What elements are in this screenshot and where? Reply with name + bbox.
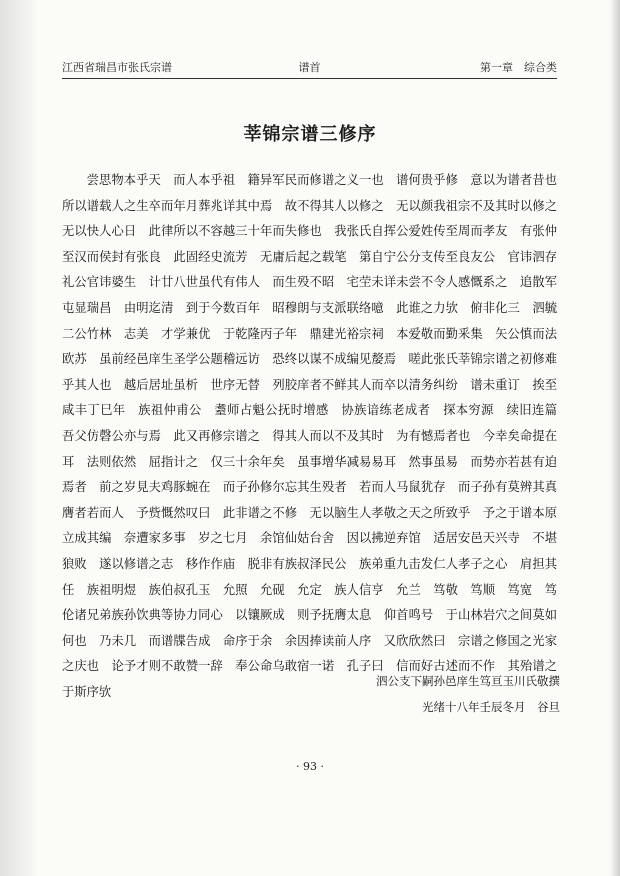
signature-block (300, 668, 560, 720)
page-number: · 93 · (296, 760, 324, 773)
signature-date: 光绪十八年壬辰冬月 谷旦 (422, 700, 560, 714)
header-divider (62, 78, 557, 79)
header-section: 谱首 (298, 61, 321, 74)
header-book-title: 江西省瑞昌市张氏宗谱 (62, 61, 172, 74)
running-header (62, 57, 557, 77)
header-chapter: 第一章 综合类 (480, 61, 557, 74)
preface-body: 尝思物本乎天 而人本乎祖 籍异军民而修谱之义一也 谱何贵乎修 意以为谱者昔也 所以谱载人之生卒而年月葬兆详其中焉 故不得其人以修之 无以颜我祖宗不及其时以修之 无以快人心日 此律所以不容越三十年而失修也 我张氏自挥公爱姓传至周而孝友 有张仲 至汉而侯封有张良 此固经史流芳 无庸后起之载笔 第自宁公分支传至良友公 官讳泗存礼公官讳婆生 计廿八世虽代有伟人 而生殁不昭 宅茔未详未尝不令人感慨系之 追散军屯显瑞昌 由明迄清 到于今数百年 昭穆朗与支派联络噫 此谁之力欤 俯非化三 泗毓二公竹林 志美 才学兼优 于乾隆丙子年 鼎建光裕宗祠 本爱敬而勤釆集 矢公慎而法欧苏 虽前经邑庠生圣学公题稽远访 恐终以谋不成编见嫠焉 嗟此张氏莘锦宗谱之初修难乎其人也 越后居址虽析 世序无替 列胶庠者不鲜其人而卒以清务纠纷 谱未重订 挨至咸丰丁巳年 族祖仲甫公 耋师占魁公抚时增感 协族谙练老成者 探本穷源 续旧连篇 吾父仿磬公亦与焉 此又再修宗谱之 得其人而以不及其时 为有憾焉者也 今幸矣命提在耳 法则依然 屈指计之 仅三十余年矣 虽事增华减易易耳 然事虽易 而势亦若甚有迫焉者 前之岁見夫鸡豚蜿在 而子孙修尔忘其生殁者 若而人马鼠犹存 而子孙有莫辨其真膺者若而人 予赀慨然叹曰 此非谱之不修 无以脑生人孝敬之天之所致乎 予之于谱本原立成其编 奈遭家多事 岁之七月 余馆仙姑台舍 因以拂逆弃馆 适居安邑天兴寺 不堪狼败 遂以修谱之志 移作作庙 脱非有族叔泽民公 族弟重九击发仁人孝子之心 肩担其任 族祖明煜 族伯叔孔玉 允照 允砚 允定 族人信亨 允兰 笃敬 笃顺 笃宽 笃伦诸兄弟族孙饮典等协力同心 以镶厥成 则予抚膺太息 仰首鸣号 于山林岩穴之间莫如何也 乃未几 而谱牒告成 命序于余 余因捧读前人序 又欣欣然曰 宗谱之修国之光家之庆也 论予才则不敢赞一辞 奉公命乌敢宿一诺 孔子曰 信而好古述而不作 其殆谱之于斯序欤 (62, 173, 570, 699)
signature-author: 泗公支下嗣孙邑庠生笃亘玉川氏敬撰 (376, 674, 560, 688)
page-title: 莘锦宗谱三修序 (243, 124, 377, 145)
